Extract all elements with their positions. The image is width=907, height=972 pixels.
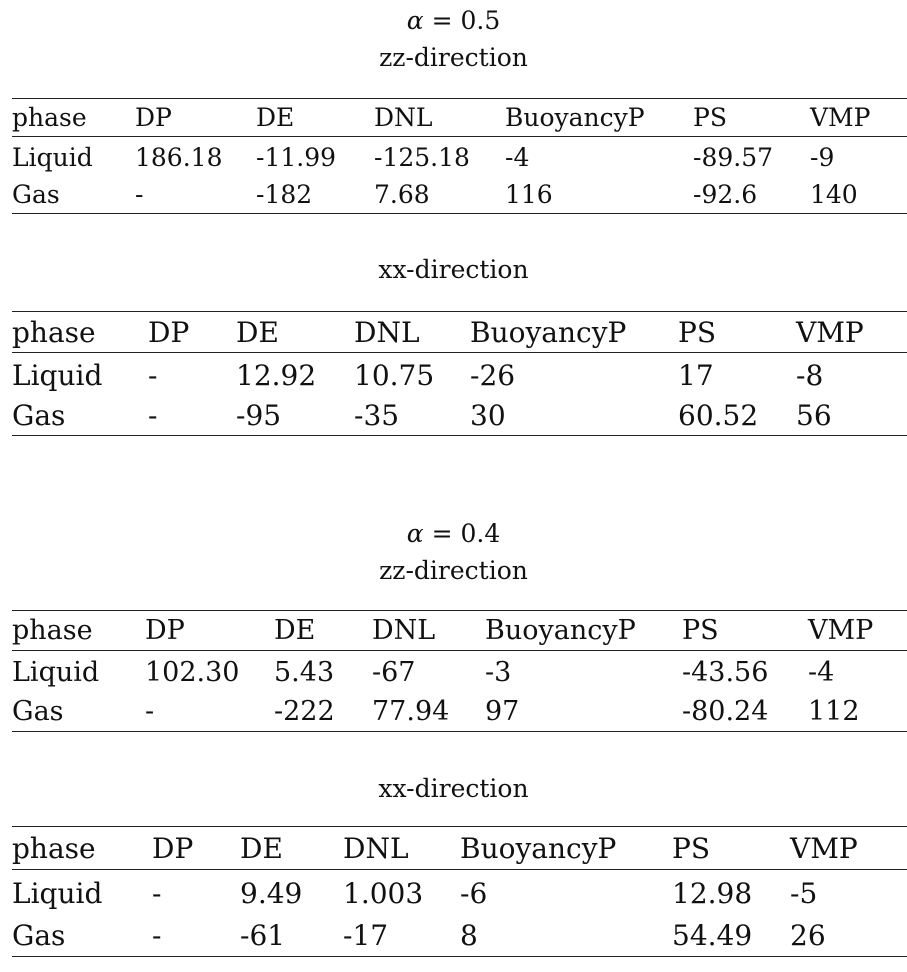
table-cell: -67 — [372, 657, 416, 688]
alpha-symbol: α — [406, 6, 424, 35]
results-table-alpha04-zz — [12, 610, 907, 732]
table-row — [12, 651, 907, 693]
table-cell: 10.75 — [354, 358, 435, 392]
table-row — [12, 914, 907, 957]
column-header: BuoyancyP — [460, 831, 617, 865]
table-row — [12, 137, 907, 177]
direction-heading-zz-2: zz-direction — [379, 556, 528, 585]
table-cell: Liquid — [12, 143, 93, 172]
alpha-symbol: α — [406, 519, 424, 548]
table-cell: 56 — [796, 398, 832, 432]
table-cell: -4 — [808, 657, 835, 688]
results-table-alpha05-xx — [12, 311, 907, 436]
table-cell: Liquid — [12, 657, 100, 688]
table-cell: 116 — [505, 180, 553, 209]
column-header: DP — [148, 315, 190, 349]
direction-heading-zz-1: zz-direction — [379, 43, 528, 72]
column-header: phase — [12, 831, 96, 865]
table-header-row — [12, 312, 907, 353]
table-cell: -95 — [236, 398, 282, 432]
table-cell: -5 — [790, 876, 818, 910]
table-cell: -11.99 — [256, 143, 337, 172]
alpha-value: = 0.4 — [423, 519, 501, 548]
table-cell: - — [135, 180, 144, 209]
table-cell: -4 — [505, 143, 530, 172]
table-cell: 9.49 — [240, 876, 303, 910]
column-header: DE — [256, 103, 295, 132]
column-header: BuoyancyP — [485, 615, 636, 646]
table-cell: 102.30 — [145, 657, 240, 688]
table-cell: -80.24 — [682, 696, 769, 727]
column-header: PS — [678, 315, 717, 349]
table-cell: -17 — [343, 918, 389, 952]
column-header: VMP — [796, 315, 864, 349]
table-cell: 77.94 — [372, 696, 450, 727]
table-cell: 7.68 — [374, 180, 430, 209]
column-header: phase — [12, 103, 87, 132]
table-header-row — [12, 611, 907, 651]
table-cell: Gas — [12, 398, 66, 432]
alpha-value: = 0.5 — [423, 6, 501, 35]
table-cell: Gas — [12, 180, 60, 209]
table-cell: -182 — [256, 180, 313, 209]
table-cell: - — [148, 398, 158, 432]
table-cell: 12.92 — [236, 358, 317, 392]
table-cell: Liquid — [12, 358, 103, 392]
table-cell: 186.18 — [135, 143, 223, 172]
table-cell: 5.43 — [274, 657, 335, 688]
table-cell: 8 — [460, 918, 478, 952]
column-header: DP — [152, 831, 194, 865]
table-cell: - — [152, 918, 162, 952]
table-cell: Gas — [12, 696, 64, 727]
column-header: VMP — [790, 831, 858, 865]
column-header: PS — [682, 615, 719, 646]
table-cell: 12.98 — [672, 876, 753, 910]
column-header: DP — [145, 615, 185, 646]
table-cell: 17 — [678, 358, 714, 392]
column-header: BuoyancyP — [505, 103, 645, 132]
column-header: VMP — [808, 615, 874, 646]
table-row — [12, 692, 907, 732]
column-header: PS — [672, 831, 711, 865]
column-header: phase — [12, 615, 93, 646]
column-header: DNL — [372, 615, 436, 646]
column-header: PS — [693, 103, 727, 132]
column-header: DNL — [354, 315, 420, 349]
table-cell: - — [148, 358, 158, 392]
alpha-heading-2 — [0, 519, 907, 549]
table-cell: -222 — [274, 696, 335, 727]
table-header-row — [12, 827, 907, 870]
column-header: DE — [236, 315, 279, 349]
direction-heading-xx-2: xx-direction — [378, 774, 529, 803]
table-cell: -125.18 — [374, 143, 470, 172]
table-cell: -35 — [354, 398, 400, 432]
table-cell: Gas — [12, 918, 66, 952]
table-row — [12, 395, 907, 436]
table-cell: 140 — [810, 180, 858, 209]
table-cell: -89.57 — [693, 143, 774, 172]
table-cell: -9 — [810, 143, 835, 172]
column-header: DNL — [374, 103, 433, 132]
column-header: DE — [274, 615, 316, 646]
table-cell: 60.52 — [678, 398, 759, 432]
table-cell: -26 — [470, 358, 516, 392]
table-cell: 54.49 — [672, 918, 753, 952]
table-row — [12, 353, 907, 396]
table-cell: 112 — [808, 696, 860, 727]
table-cell: 30 — [470, 398, 506, 432]
table-cell: -8 — [796, 358, 824, 392]
column-header: phase — [12, 315, 96, 349]
column-header: VMP — [810, 103, 871, 132]
table-cell: 97 — [485, 696, 520, 727]
table-cell: -3 — [485, 657, 512, 688]
table-cell: 26 — [790, 918, 826, 952]
table-cell: 1.003 — [343, 876, 424, 910]
direction-heading-xx-1: xx-direction — [378, 255, 529, 284]
column-header: DE — [240, 831, 283, 865]
table-cell: - — [145, 696, 155, 727]
table-row — [12, 176, 907, 214]
table-cell: -92.6 — [693, 180, 758, 209]
column-header: DP — [135, 103, 172, 132]
table-cell: -61 — [240, 918, 286, 952]
table-header-row — [12, 99, 907, 137]
table-row — [12, 870, 907, 915]
table-cell: -6 — [460, 876, 488, 910]
table-cell: -43.56 — [682, 657, 769, 688]
table-cell: - — [152, 876, 162, 910]
results-table-alpha05-zz — [12, 98, 907, 214]
results-table-alpha04-xx — [12, 826, 907, 957]
table-cell: Liquid — [12, 876, 103, 910]
column-header: DNL — [343, 831, 409, 865]
column-header: BuoyancyP — [470, 315, 627, 349]
alpha-heading-1 — [0, 6, 907, 36]
